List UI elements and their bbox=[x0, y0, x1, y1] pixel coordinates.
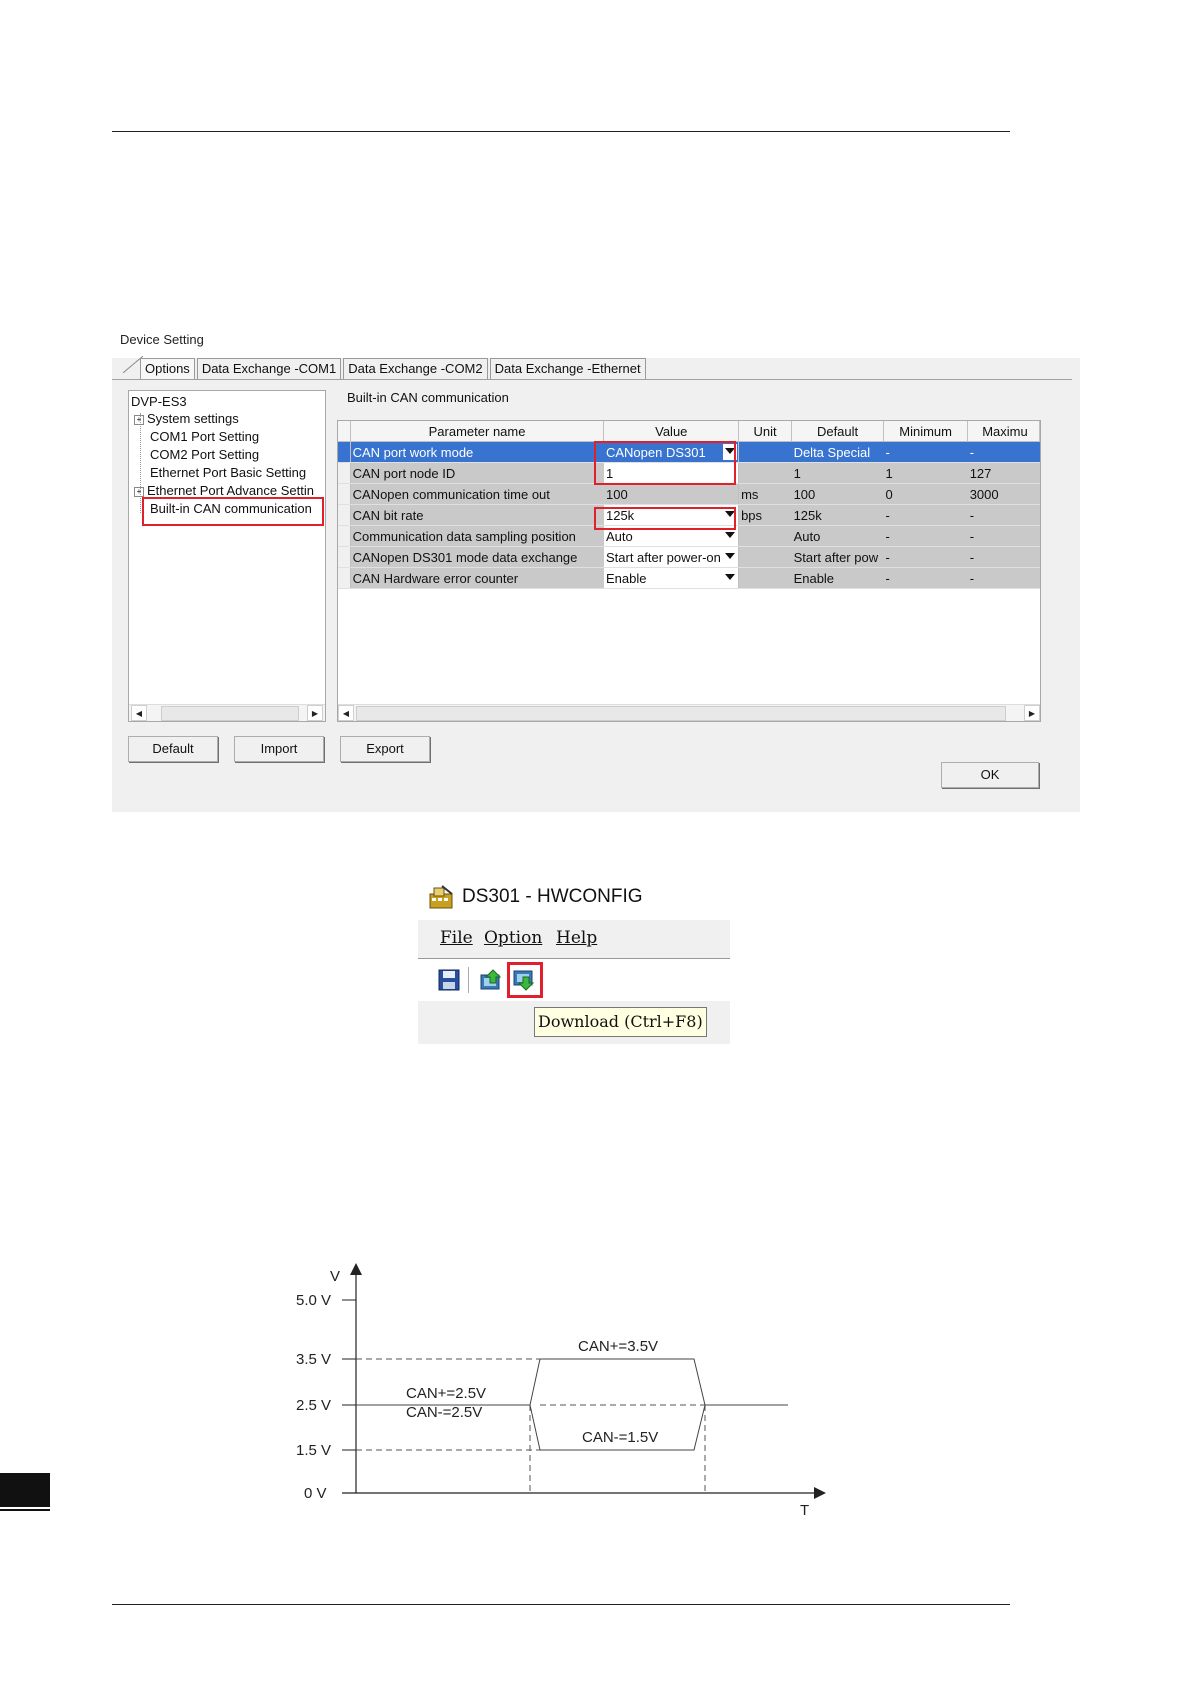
y-tick-label: 1.5 V bbox=[296, 1442, 332, 1459]
header-rule bbox=[112, 131, 1010, 132]
param-unit: bps bbox=[739, 505, 792, 526]
title-bar bbox=[418, 876, 730, 920]
window-title: DS301 - HWCONFIG bbox=[462, 886, 643, 907]
param-value-input[interactable]: 1 bbox=[604, 463, 739, 484]
chevron-down-icon bbox=[725, 532, 735, 538]
label-can-minus-recessive: CAN-=2.5V bbox=[406, 1404, 483, 1421]
param-name: CAN port work mode bbox=[350, 442, 604, 463]
upload-icon[interactable] bbox=[480, 969, 502, 991]
param-default: 125k bbox=[792, 505, 884, 526]
grid-scrollbar[interactable] bbox=[338, 704, 1040, 721]
toolbar-separator bbox=[468, 967, 469, 993]
param-name: CAN bit rate bbox=[350, 505, 604, 526]
param-max: - bbox=[968, 568, 1040, 589]
param-min: - bbox=[884, 526, 968, 547]
param-default: Start after pow bbox=[792, 547, 884, 568]
row-header bbox=[338, 547, 350, 568]
tab-data-exchange-com2[interactable]: Data Exchange -COM2 bbox=[343, 358, 487, 379]
page-tab-marker bbox=[0, 1473, 50, 1507]
value-text: Auto bbox=[605, 528, 633, 544]
row-header bbox=[338, 568, 350, 589]
tab-bar bbox=[140, 358, 648, 380]
param-name: CANopen DS301 mode data exchange bbox=[350, 547, 604, 568]
row-header bbox=[338, 463, 350, 484]
scroll-thumb[interactable] bbox=[161, 706, 299, 721]
menu-file[interactable]: File bbox=[440, 928, 473, 948]
param-max: 127 bbox=[968, 463, 1040, 484]
row-header bbox=[338, 505, 350, 526]
tree-item-system-settings[interactable] bbox=[134, 411, 239, 426]
tab-divider bbox=[112, 379, 1072, 380]
dropdown-button[interactable] bbox=[723, 528, 737, 544]
tab-data-exchange-com1[interactable]: Data Exchange -COM1 bbox=[197, 358, 341, 379]
tab-data-exchange-ethernet[interactable]: Data Exchange -Ethernet bbox=[490, 358, 646, 379]
param-value-dropdown[interactable] bbox=[604, 568, 739, 589]
column-header[interactable]: Value bbox=[604, 421, 739, 442]
param-min: 0 bbox=[884, 484, 968, 505]
label-can-plus-dominant: CAN+=3.5V bbox=[578, 1338, 659, 1355]
tree-item-builtin-can[interactable]: Built-in CAN communication bbox=[150, 501, 312, 516]
param-min: - bbox=[884, 547, 968, 568]
param-value-dropdown[interactable] bbox=[604, 547, 739, 568]
label-can-plus-recessive: CAN+=2.5V bbox=[406, 1385, 487, 1402]
row-header bbox=[338, 526, 350, 547]
param-unit bbox=[739, 463, 792, 484]
highlight-box bbox=[594, 441, 736, 485]
param-unit: ms bbox=[739, 484, 792, 505]
param-value[interactable]: 100 bbox=[604, 484, 739, 505]
scroll-right-icon[interactable]: ▶ bbox=[307, 705, 323, 721]
param-default: 1 bbox=[792, 463, 884, 484]
param-min: - bbox=[884, 442, 968, 463]
tree-item-label: System settings bbox=[147, 411, 239, 426]
row-header bbox=[338, 442, 350, 463]
param-name: Communication data sampling position bbox=[350, 526, 604, 547]
param-unit bbox=[739, 526, 792, 547]
value-text: Enable bbox=[605, 570, 647, 586]
param-name: CANopen communication time out bbox=[350, 484, 604, 505]
tree-item-ethernet-advance[interactable] bbox=[134, 483, 314, 498]
row-header bbox=[338, 484, 350, 505]
ok-button[interactable]: OK bbox=[941, 762, 1039, 788]
menu-bar bbox=[418, 920, 730, 958]
settings-tree bbox=[128, 390, 326, 722]
tree-item-label: Ethernet Port Advance Settin bbox=[147, 483, 314, 498]
param-max: - bbox=[968, 442, 1040, 463]
param-unit bbox=[739, 547, 792, 568]
param-unit bbox=[739, 442, 792, 463]
column-header[interactable]: Unit bbox=[739, 421, 792, 442]
table-row[interactable] bbox=[338, 568, 1040, 589]
row-header-corner bbox=[338, 421, 350, 442]
value-text: CANopen DS301 bbox=[605, 444, 706, 460]
column-header[interactable]: Default bbox=[792, 421, 884, 442]
param-name: CAN port node ID bbox=[350, 463, 604, 484]
footer-rule bbox=[112, 1604, 1010, 1605]
import-button[interactable]: Import bbox=[234, 736, 324, 762]
y-tick-label: 2.5 V bbox=[296, 1397, 332, 1414]
scroll-right-icon[interactable]: ▶ bbox=[1024, 705, 1040, 721]
parameter-grid bbox=[337, 420, 1041, 722]
param-max: - bbox=[968, 547, 1040, 568]
scroll-left-icon[interactable]: ◀ bbox=[338, 705, 354, 721]
param-max: - bbox=[968, 505, 1040, 526]
tree-root[interactable]: DVP-ES3 bbox=[131, 394, 187, 409]
dialog-title: Device Setting bbox=[120, 332, 204, 347]
expand-icon[interactable]: + bbox=[134, 487, 144, 497]
column-header[interactable]: Maximu bbox=[968, 421, 1040, 442]
can-voltage-diagram bbox=[260, 1255, 840, 1525]
can-plus-waveform bbox=[530, 1359, 705, 1405]
tree-item-com2[interactable]: COM2 Port Setting bbox=[150, 447, 260, 462]
param-default: Delta Special bbox=[792, 442, 884, 463]
param-name: CAN Hardware error counter bbox=[350, 568, 604, 589]
column-header[interactable]: Minimum bbox=[884, 421, 968, 442]
y-tick-label: 5.0 V bbox=[296, 1292, 332, 1309]
app-icon bbox=[428, 884, 456, 910]
value-text: 125k bbox=[605, 507, 635, 523]
highlight-box bbox=[507, 962, 543, 998]
default-button[interactable]: Default bbox=[128, 736, 218, 762]
param-default: Auto bbox=[792, 526, 884, 547]
table-row[interactable] bbox=[338, 484, 1040, 505]
param-default: 100 bbox=[792, 484, 884, 505]
page-tab-marker-underline bbox=[0, 1509, 50, 1511]
y-tick-label: 0 V bbox=[304, 1485, 327, 1502]
param-min: 1 bbox=[884, 463, 968, 484]
param-default: Enable bbox=[792, 568, 884, 589]
table-row[interactable] bbox=[338, 547, 1040, 568]
section-label: Built-in CAN communication bbox=[347, 390, 509, 405]
expand-icon[interactable]: + bbox=[134, 415, 144, 425]
chevron-down-icon bbox=[725, 553, 735, 559]
param-unit bbox=[739, 568, 792, 589]
tree-item-com1[interactable]: COM1 Port Setting bbox=[150, 429, 260, 444]
highlight-box bbox=[594, 507, 736, 530]
scroll-thumb[interactable] bbox=[356, 706, 1006, 721]
y-tick-label: 3.5 V bbox=[296, 1351, 332, 1368]
value-text: Start after power-on bbox=[605, 549, 721, 565]
save-icon[interactable] bbox=[438, 969, 460, 991]
label-can-minus-dominant: CAN-=1.5V bbox=[582, 1429, 659, 1446]
param-min: - bbox=[884, 568, 968, 589]
tree-scrollbar[interactable] bbox=[129, 704, 325, 721]
highlight-box bbox=[142, 497, 324, 526]
param-max: 3000 bbox=[968, 484, 1040, 505]
tree-item-ethernet-basic[interactable]: Ethernet Port Basic Setting bbox=[150, 465, 307, 480]
download-tooltip: Download (Ctrl+F8) bbox=[534, 1007, 707, 1037]
chevron-down-icon bbox=[725, 574, 735, 580]
param-max: - bbox=[968, 526, 1040, 547]
dropdown-button[interactable] bbox=[723, 549, 737, 565]
tab-options[interactable]: Options bbox=[140, 358, 195, 379]
column-header[interactable]: Parameter name bbox=[350, 421, 604, 442]
y-axis-label: V bbox=[330, 1268, 341, 1285]
device-setting-dialog bbox=[112, 358, 1080, 812]
menu-option[interactable]: Option bbox=[484, 928, 543, 948]
hwconfig-window bbox=[418, 876, 730, 1044]
menu-help[interactable]: Help bbox=[556, 928, 598, 948]
x-axis-label: T bbox=[800, 1502, 810, 1519]
export-button[interactable]: Export bbox=[340, 736, 430, 762]
toolbar bbox=[418, 958, 730, 1001]
dropdown-button[interactable] bbox=[723, 570, 737, 586]
tree-connector bbox=[140, 413, 141, 513]
scroll-left-icon[interactable]: ◀ bbox=[131, 705, 147, 721]
param-min: - bbox=[884, 505, 968, 526]
